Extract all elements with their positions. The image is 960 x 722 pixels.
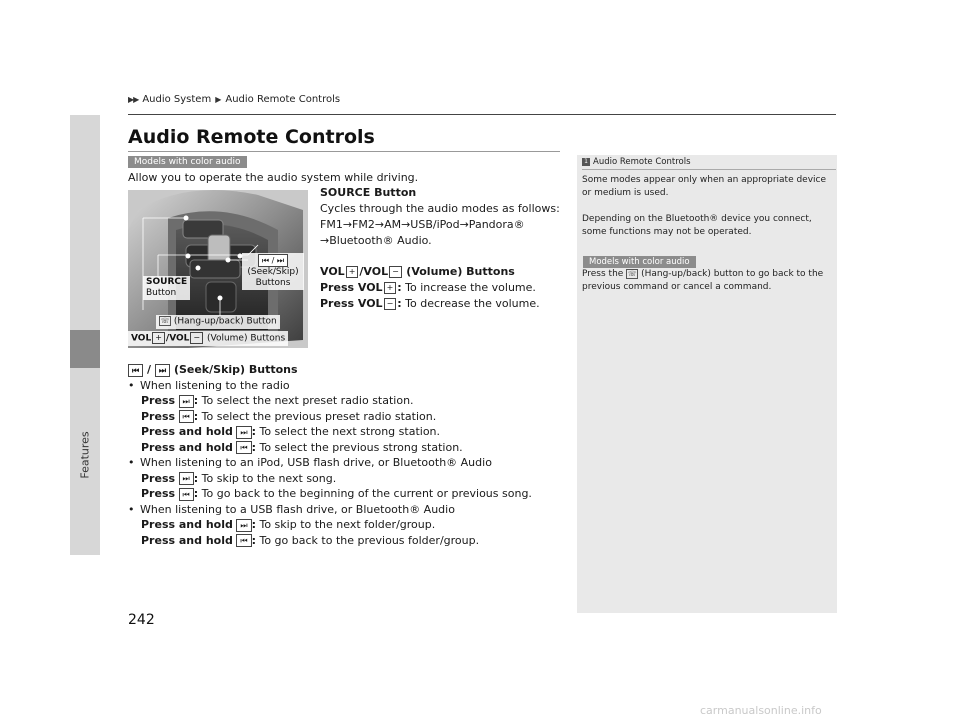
seek-back-icon: ⏮	[179, 488, 194, 501]
source-button-section	[320, 185, 560, 249]
volume-section	[320, 264, 560, 312]
model-badge: Models with color audio	[128, 156, 247, 168]
list-item: Press and hold ⏮ : To select the previous strong station.	[141, 440, 463, 454]
seek-back-icon: ⏮	[236, 534, 251, 547]
source-heading: SOURCE Button	[320, 186, 417, 199]
callout-volume-buttons: VOL + /VOL − (Volume) Buttons	[128, 331, 288, 346]
callout-seek-buttons: ⏮ / ⏭ (Seek/Skip) Buttons	[242, 253, 304, 290]
breadcrumb-arrow-icon: ▶▶	[128, 95, 139, 104]
source-description: Cycles through the audio modes as follows:	[320, 202, 560, 215]
note-paragraph: Depending on the Bluetooth® device you connect, some functions may not be operated.	[582, 214, 812, 237]
hang-up-icon: ☏	[627, 269, 637, 278]
note-number-icon: 1	[582, 158, 590, 166]
minus-icon: −	[384, 298, 397, 310]
note-paragraph: Some modes appear only when an appropriate device or medium is used.	[582, 175, 827, 198]
list-item: Press ⏭ : To select the next preset radio station.	[141, 394, 414, 407]
notes-rule	[582, 169, 836, 170]
callout-hang-up-button: ☏ (Hang-up/back) Button	[156, 315, 280, 329]
model-badge: Models with color audio	[583, 256, 696, 268]
list-item: Press and hold ⏭ : To select the next strong station.	[141, 425, 441, 438]
plus-icon: +	[152, 332, 165, 344]
breadcrumb-section[interactable]: Audio System	[142, 94, 212, 105]
breadcrumb-page: Audio Remote Controls	[225, 94, 341, 105]
minus-icon: −	[389, 266, 402, 278]
note-paragraph: Press the ☏ (Hang-up/back) button to go back to the previous command or cancel a command.	[582, 269, 824, 292]
seek-heading: ⏮ / ⏭ (Seek/Skip) Buttons	[128, 362, 568, 378]
hang-up-icon: ☏	[160, 317, 170, 325]
breadcrumb-arrow-icon: ▶	[215, 95, 222, 104]
notes-title: 1 Audio Remote Controls	[582, 157, 691, 167]
volume-heading: VOL + /VOL − (Volume) Buttons	[320, 265, 515, 278]
seek-back-icon: ⏮	[179, 410, 194, 423]
volume-increase: Press VOL + : To increase the volume.	[320, 281, 536, 294]
seek-forward-icon: ⏭	[179, 472, 194, 485]
seek-forward-icon: ⏭	[155, 364, 170, 377]
source-modes-cont: →Bluetooth® Audio.	[320, 234, 432, 247]
list-item: Press and hold ⏮ : To go back to the previous folder/group.	[141, 533, 480, 547]
source-modes: FM1→FM2→AM→USB/iPod→Pandora®	[320, 218, 525, 231]
seek-back-icon: ⏮	[128, 364, 143, 377]
header-rule	[128, 114, 836, 115]
seek-icons: ⏮ / ⏭	[258, 254, 288, 267]
list-item: • When listening to the radio	[128, 378, 568, 394]
page-title: Audio Remote Controls	[128, 126, 375, 148]
list-item: Press ⏮ : To select the previous preset radio station.	[141, 409, 437, 423]
list-item: Press ⏭ : To skip to the next song.	[141, 471, 337, 485]
page-number: 242	[128, 612, 155, 628]
callout-source-button: SOURCE Button	[143, 276, 190, 300]
side-tab-label: Features	[78, 431, 92, 479]
seek-forward-icon: ⏭	[236, 426, 251, 439]
seek-forward-icon: ⏭	[179, 395, 194, 408]
seek-back-icon: ⏮	[236, 441, 251, 454]
list-item: Press and hold ⏭ : To skip to the next folder/group.	[141, 518, 436, 531]
intro-text: Allow you to operate the audio system while driving.	[128, 171, 419, 184]
list-item: • When listening to a USB flash drive, or Bluetooth® Audio	[128, 502, 568, 518]
list-item: • When listening to an iPod, USB flash drive, or Bluetooth® Audio	[128, 455, 568, 471]
list-item: Press ⏮ : To go back to the beginning of the current or previous song.	[141, 487, 532, 500]
side-tab-marker	[70, 330, 100, 368]
plus-icon: +	[346, 266, 359, 278]
breadcrumb	[128, 94, 340, 105]
plus-icon: +	[384, 282, 397, 294]
volume-decrease: Press VOL − : To decrease the volume.	[320, 297, 540, 310]
watermark: carmanualsonline.info	[700, 704, 822, 717]
title-rule	[128, 151, 560, 152]
seek-skip-section	[128, 362, 568, 548]
minus-icon: −	[190, 332, 203, 344]
seek-forward-icon: ⏭	[236, 519, 251, 532]
